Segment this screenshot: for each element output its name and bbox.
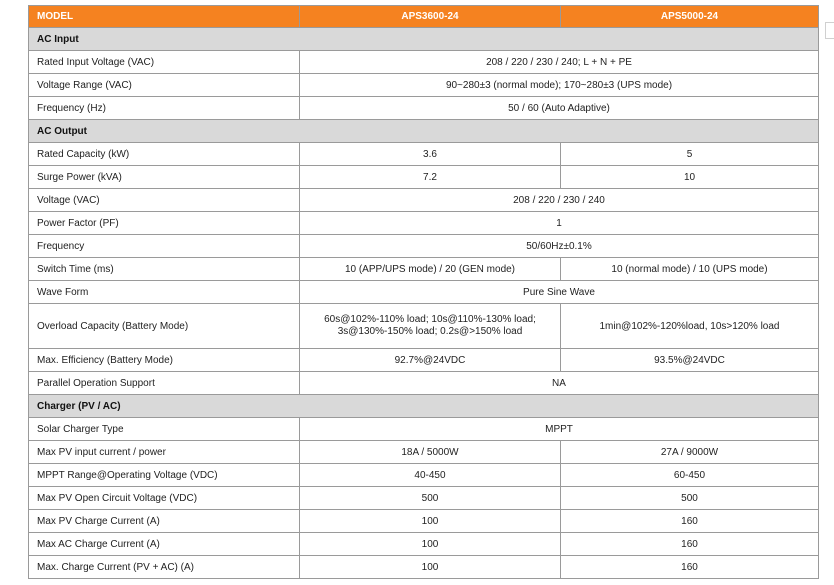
- table-row: [29, 464, 819, 487]
- row-value-a: 500: [300, 487, 561, 510]
- table-row: [29, 51, 819, 74]
- row-value: 208 / 220 / 230 / 240; L + N + PE: [300, 51, 819, 74]
- section-row: [29, 28, 819, 51]
- row-value-b: 27A / 9000W: [561, 441, 819, 464]
- row-value: 50 / 60 (Auto Adaptive): [300, 97, 819, 120]
- section-ac-input: AC Input: [29, 28, 819, 51]
- row-value-b: 160: [561, 533, 819, 556]
- table-row: [29, 441, 819, 464]
- row-value-a: 18A / 5000W: [300, 441, 561, 464]
- row-label: Max PV Open Circuit Voltage (VDC): [29, 487, 300, 510]
- row-value: Pure Sine Wave: [300, 281, 819, 304]
- row-value-b: 160: [561, 556, 819, 579]
- spec-table: [28, 5, 819, 579]
- row-label: Rated Capacity (kW): [29, 143, 300, 166]
- table-row: [29, 372, 819, 395]
- row-label: Max. Charge Current (PV + AC) (A): [29, 556, 300, 579]
- table-header-row: [29, 6, 819, 28]
- row-label: Max PV input current / power: [29, 441, 300, 464]
- row-label: Parallel Operation Support: [29, 372, 300, 395]
- table-row: [29, 258, 819, 281]
- table-row: [29, 304, 819, 349]
- row-label: Frequency: [29, 235, 300, 258]
- row-label: Max AC Charge Current (A): [29, 533, 300, 556]
- section-ac-output: AC Output: [29, 120, 819, 143]
- row-value-b: 160: [561, 510, 819, 533]
- row-label: Solar Charger Type: [29, 418, 300, 441]
- table-row: [29, 487, 819, 510]
- row-value-a: 40-450: [300, 464, 561, 487]
- row-value-a: 100: [300, 510, 561, 533]
- row-label: Power Factor (PF): [29, 212, 300, 235]
- row-label: Wave Form: [29, 281, 300, 304]
- row-value-a: 7.2: [300, 166, 561, 189]
- row-value-a: 100: [300, 533, 561, 556]
- row-value-a: 3.6: [300, 143, 561, 166]
- row-value: MPPT: [300, 418, 819, 441]
- row-value-b: 60-450: [561, 464, 819, 487]
- row-label: Overload Capacity (Battery Mode): [29, 304, 300, 349]
- row-value-b: 10 (normal mode) / 10 (UPS mode): [561, 258, 819, 281]
- table-row: [29, 556, 819, 579]
- table-row: [29, 349, 819, 372]
- table-row: [29, 212, 819, 235]
- row-value: 1: [300, 212, 819, 235]
- row-label: Max. Efficiency (Battery Mode): [29, 349, 300, 372]
- row-value-b: 1min@102%-120%load, 10s>120% load: [561, 304, 819, 349]
- table-row: [29, 281, 819, 304]
- row-value-a: 100: [300, 556, 561, 579]
- row-value-b: 5: [561, 143, 819, 166]
- model-b-header: APS5000-24: [561, 6, 819, 28]
- table-row: [29, 533, 819, 556]
- table-row: [29, 166, 819, 189]
- row-value: 50/60Hz±0.1%: [300, 235, 819, 258]
- row-value-a: 92.7%@24VDC: [300, 349, 561, 372]
- row-value-a: 10 (APP/UPS mode) / 20 (GEN mode): [300, 258, 561, 281]
- row-value: 208 / 220 / 230 / 240: [300, 189, 819, 212]
- row-label: Surge Power (kVA): [29, 166, 300, 189]
- section-charger: Charger (PV / AC): [29, 395, 819, 418]
- edge-fragment: [825, 22, 834, 39]
- row-label: MPPT Range@Operating Voltage (VDC): [29, 464, 300, 487]
- table-row: [29, 510, 819, 533]
- row-value: 90~280±3 (normal mode); 170~280±3 (UPS mode): [300, 74, 819, 97]
- table-row: [29, 143, 819, 166]
- table-row: [29, 97, 819, 120]
- table-row: [29, 189, 819, 212]
- row-label: Switch Time (ms): [29, 258, 300, 281]
- model-a-header: APS3600-24: [300, 6, 561, 28]
- row-label: Voltage Range (VAC): [29, 74, 300, 97]
- table-row: [29, 235, 819, 258]
- row-label: Rated Input Voltage (VAC): [29, 51, 300, 74]
- row-label: Frequency (Hz): [29, 97, 300, 120]
- table-row: [29, 74, 819, 97]
- section-row: [29, 395, 819, 418]
- row-value: NA: [300, 372, 819, 395]
- row-value-a: 60s@102%-110% load; 10s@110%-130% load; 3s@130%-150% load; 0.2s@>150% load: [300, 304, 561, 349]
- model-label: MODEL: [29, 6, 300, 28]
- row-label: Voltage (VAC): [29, 189, 300, 212]
- row-label: Max PV Charge Current (A): [29, 510, 300, 533]
- row-value-b: 93.5%@24VDC: [561, 349, 819, 372]
- section-row: [29, 120, 819, 143]
- row-value-b: 500: [561, 487, 819, 510]
- table-row: [29, 418, 819, 441]
- row-value-b: 10: [561, 166, 819, 189]
